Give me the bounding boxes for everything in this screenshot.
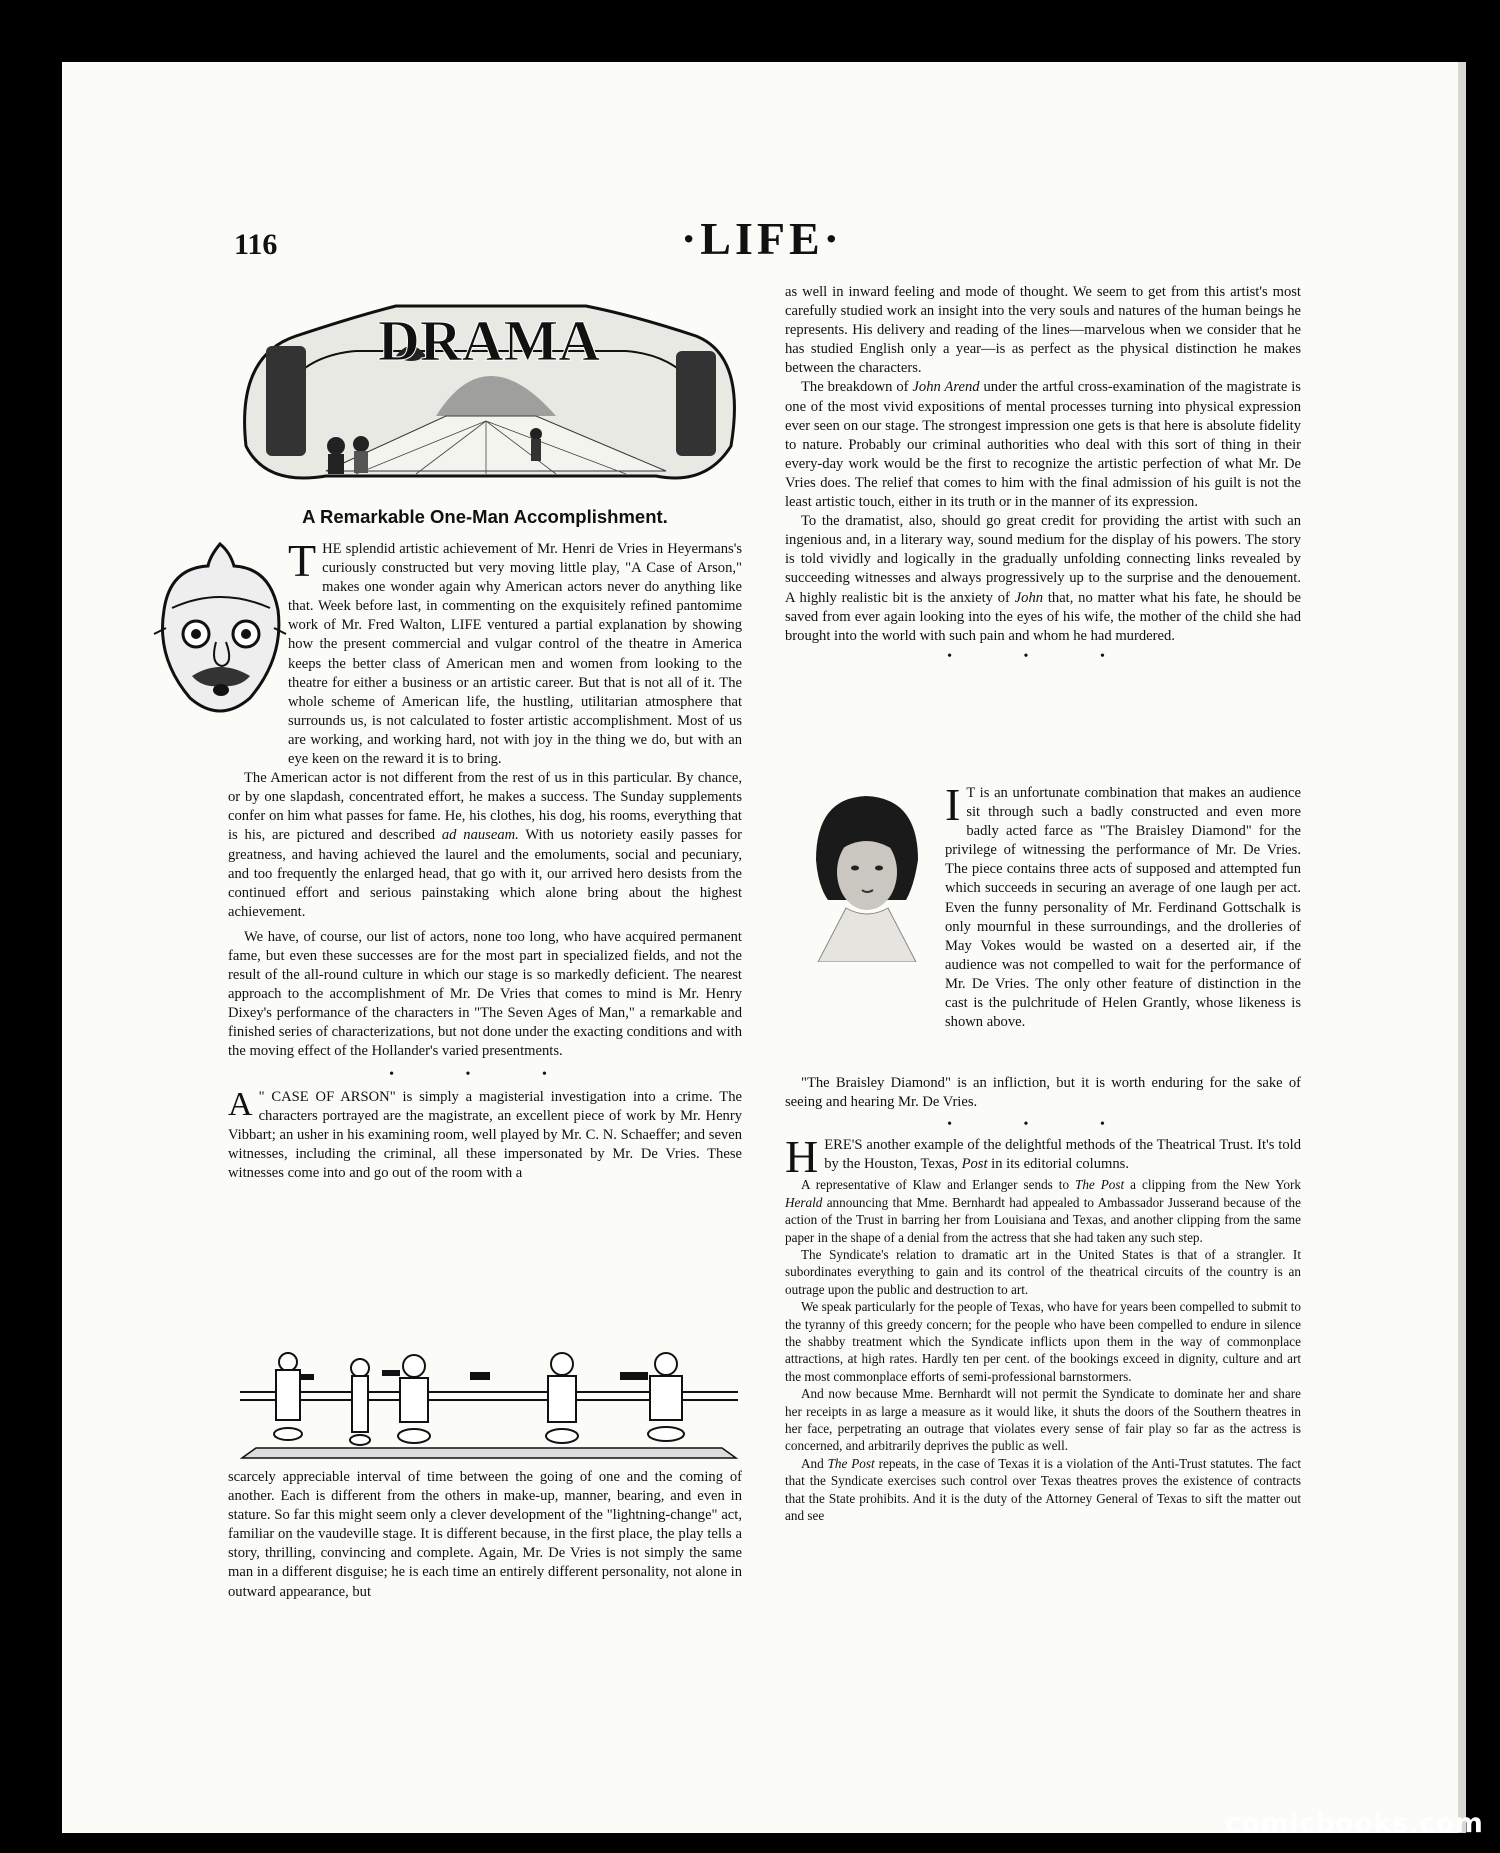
quoted-editorial bbox=[785, 1176, 1301, 1524]
open-quote: " bbox=[258, 1088, 272, 1105]
paragraph-text: The breakdown of bbox=[801, 379, 913, 396]
italic-name: John bbox=[1014, 589, 1044, 606]
paragraph-text: CASE OF ARSON" is simply a magisterial investigation into a crime. The characters portrayed are the magistrate, an excellent piece of work by Mr. Henry Vibbart; an usher in his examining room, well played by Mr. C. N. Schaeffer; and seven witnesses, including the criminal, all these impersonated by Mr. De Vries. These witnesses come into and go out of the room with a bbox=[228, 1088, 742, 1181]
braisley-section bbox=[785, 779, 1301, 1032]
watermark: comicbooks.com bbox=[1225, 1808, 1484, 1839]
paragraph-text: The American actor is not different from the rest of us in this particular. By chance, or by one slapdash, concentrated effort, he makes a success. The Sunday supplements confer on him what passes for fame. He, his clothes, his dog, his rooms, everything that is his, are pictured and described bbox=[228, 770, 742, 844]
paragraph-text: And bbox=[801, 1455, 828, 1471]
quote-paragraph-4: And now because Mme. Bernhardt will not permit the Syndicate to dominate her and share her receipts in as large a measure as it would like, it shuts the doors of the Southern theatres in her face, perpetrating an outrage that violates every sense of fair play so far as the actress is concerned, and arbitrarily deprives the public as well. bbox=[785, 1386, 1301, 1454]
braisley-conclusion bbox=[785, 1074, 1301, 1525]
quote-paragraph-1 bbox=[785, 1176, 1301, 1246]
article-paragraph-4 bbox=[228, 1085, 742, 1183]
paragraph-text: A representative of Klaw and Erlanger sends to bbox=[801, 1177, 1075, 1193]
right-paragraph-2 bbox=[785, 378, 1301, 512]
drop-cap-t: T bbox=[288, 535, 317, 586]
right-paragraph-6 bbox=[785, 1131, 1301, 1183]
page-number: 116 bbox=[234, 228, 278, 261]
article-paragraph-5: scarcely appreciable interval of time between the going of one and the coming of another. Each is different from the others in make-up, manner, bearing, and even in stature. So far this might seem only a clever development of the "lightning-change" act, familiar on the vaudeville stage. It is different because, in the first place, the play tells a story, thrilling, convincing and complete. Again, Mr. De Vries is not simply the same man in a different disguise; he is each time an entirely different personality, not alone in outward appearance, but bbox=[228, 1469, 742, 1600]
paragraph-text: T is an unfortunate combination that makes an audience sit through such a badly constructed and even more badly acted farce as "The Braisley Diamond" for the privilege of witnessing the performance of Mr. De Vries. The piece contains three acts of supposed and attempted fun which succeeds in securing an average of one laugh per act. Even the funny personality of Mr. Ferdinand Gottschalk is only mournful in these surroundings, and the drolleries of May Vokes would be wasted on a deserted air, if the audience was not compelled to wait for the performance of Mr. De Vries. The only other feature of distinction in the cast is the pulchritude of Helen Grantly, whose likeness is shown above. bbox=[945, 785, 1301, 1031]
left-column bbox=[228, 535, 742, 1183]
characters-illustration bbox=[236, 1348, 742, 1460]
quote-paragraph-2: The Syndicate's relation to dramatic art in the United States is that of a strangler. It subordinates everything to gain and its control of the theatrical circuits of the country is an outrage upon the public and destruction to art. bbox=[785, 1247, 1301, 1297]
drop-cap-i: I bbox=[945, 779, 961, 830]
article-paragraph-1 bbox=[288, 535, 742, 769]
paragraph-text: that, no matter what his fate, he should be saved from ever again looking into the eyes of his wife, the mother of the child she had brought into the world with such pain and whom he had murdered. bbox=[785, 589, 1301, 644]
scan-border bbox=[1466, 62, 1500, 1833]
paragraph-text: With us notoriety easily passes for greatness, and having achieved the laurel and the emoluments, social and pecuniary, and too frequently the enlarged head, that go with it, our arrived hero desists from the continued effort and serious painstaking which alone bring about the highest achievement. bbox=[228, 827, 742, 920]
drop-cap-h: H bbox=[785, 1131, 819, 1183]
paragraph-text: under the artful cross-examination of the magistrate is one of the most vivid expositions of mental processes turning into physical expression ever seen on our stage. The strongest impression one gets is that here is absolute fidelity to nature. Probably our criminal authorities who deal with this sort of thing in their every-day work would be the first to recognize the artistic perfection of what Mr. De Vries does. The relief that comes to him with the final admission of his guilt is not the least artistic touch, either in its truth or in the manner of its expression. bbox=[785, 379, 1301, 511]
left-column-continued bbox=[228, 1468, 742, 1602]
next-page-edge bbox=[1458, 62, 1466, 1833]
section-divider: • • • bbox=[389, 1066, 581, 1082]
quote-paragraph-3: We speak particularly for the people of Texas, who have for years been compelled to submit to the tyranny of this greedy concern; for the people who have been compelled to endure in silence the shabby treatment which the Syndicate inflicts upon them in the way of commonplace attractions, at high rates. Hardly ten per cent. of the bookings exceed in dignity, culture and art the most commonplace efforts of semi-professional barnstormers. bbox=[785, 1299, 1301, 1384]
paragraph-text: HE splendid artistic achievement of Mr. Henri de Vries in Heyermans's curiously constructed but very moving little play, "A Case of Arson," makes one wonder again why American actors never do anything like that. Week before last, in commenting on the exquisitely refined pantomime work of Mr. Fred Walton, LIFE ventured a partial explanation by showing how the present commercial and vulgar control of the theatre in America keeps the better class of American men and women from looking to the theatre for either a business or an artistic career. But that is not all of it. The whole scheme of American life, the hustling, utilitarian atmosphere that surrounds us, is not calculated to foster artistic accomplishment. Most of us are working, and working hard, not with joy in the thing we do, but with an eye keen on the reward it is to bring. bbox=[288, 541, 742, 768]
right-paragraph-4 bbox=[945, 779, 1301, 1032]
paragraph-text: in its editorial columns. bbox=[987, 1156, 1129, 1173]
italic-name: Post bbox=[961, 1156, 988, 1173]
drop-cap-a: A bbox=[228, 1085, 253, 1123]
article-paragraph-3: We have, of course, our list of actors, none too long, who have acquired permanent fame, but even these successes are for the most part in specialized fields, and not the result of the all-round culture in which our stage is so markedly deficient. The nearest approach to the accomplishment of Mr. De Vries that comes to mind is Mr. Henry Dixey's performance of the characters in "The Seven Ages of Man," a remarkable and finished series of characterizations, but not done under the exacting conditions and with the moving effect of the Hollander's varied presentments. bbox=[228, 928, 742, 1060]
drama-banner-title: DRAMA bbox=[377, 308, 601, 373]
italic-phrase: ad nauseam. bbox=[441, 827, 519, 844]
paragraph-text: To the dramatist, also, should go great credit for providing the artist with such an ingenious and, in a literary way, sound medium for the display of his powers. The story is told vividly and logically in the gradually unfolding connecting links revealed by succeeding witnesses and always progressively up to the surprise and the denouement. A highly realistic bit is the anxiety of bbox=[785, 513, 1301, 606]
article-headline: A Remarkable One-Man Accomplishment. bbox=[302, 506, 668, 527]
article-paragraph-2 bbox=[228, 769, 742, 922]
italic-name: John Arend bbox=[912, 379, 980, 396]
italic-name: The Post bbox=[827, 1455, 875, 1471]
paragraph-text: repeats, in the case of Texas it is a violation of the Anti-Trust statutes. The fact that the Syndicate exercises such control over Texas theatres proves the existence of contracts that the State prohibits. And it is the duty of the Attorney General of Texas to sift the matter out and see bbox=[785, 1455, 1302, 1524]
right-column bbox=[785, 283, 1301, 668]
paragraph-text: ERE'S another example of the delightful methods of the Theatrical Trust. It's told by the Houston, Texas, bbox=[824, 1137, 1301, 1173]
quote-paragraph-5 bbox=[785, 1455, 1301, 1525]
right-paragraph-1: as well in inward feeling and mode of thought. We seem to get from this artist's most carefully studied work an insight into the very souls and natures of the human beings he represents. His delivery and reading of the lines—marvelous when we consider that he has studied English only a year—is as perfect as the physical distinction he makes between the characters. bbox=[785, 284, 1301, 377]
italic-name: The Post bbox=[1075, 1177, 1125, 1193]
italic-name: Herald bbox=[785, 1194, 823, 1210]
right-paragraph-5: "The Braisley Diamond" is an infliction, but it is worth enduring for the sake of seeing and hearing Mr. De Vries. bbox=[785, 1075, 1301, 1111]
drama-banner-illustration bbox=[236, 296, 742, 492]
section-divider: • • • bbox=[947, 1117, 1139, 1133]
right-paragraph-3 bbox=[785, 512, 1301, 646]
section-divider: • • • bbox=[947, 648, 1139, 664]
masthead: ·LIFE· bbox=[680, 213, 844, 264]
paragraph-text: announcing that Mme. Bernhardt had appealed to Ambassador Jusserand because of the action of the Trust in barring her from Louisiana and Texas, and another clipping from the same paper in the shape of a denial from the actress that she had taken any such step. bbox=[785, 1194, 1301, 1245]
paragraph-text: a clipping from the New York bbox=[1124, 1177, 1301, 1193]
